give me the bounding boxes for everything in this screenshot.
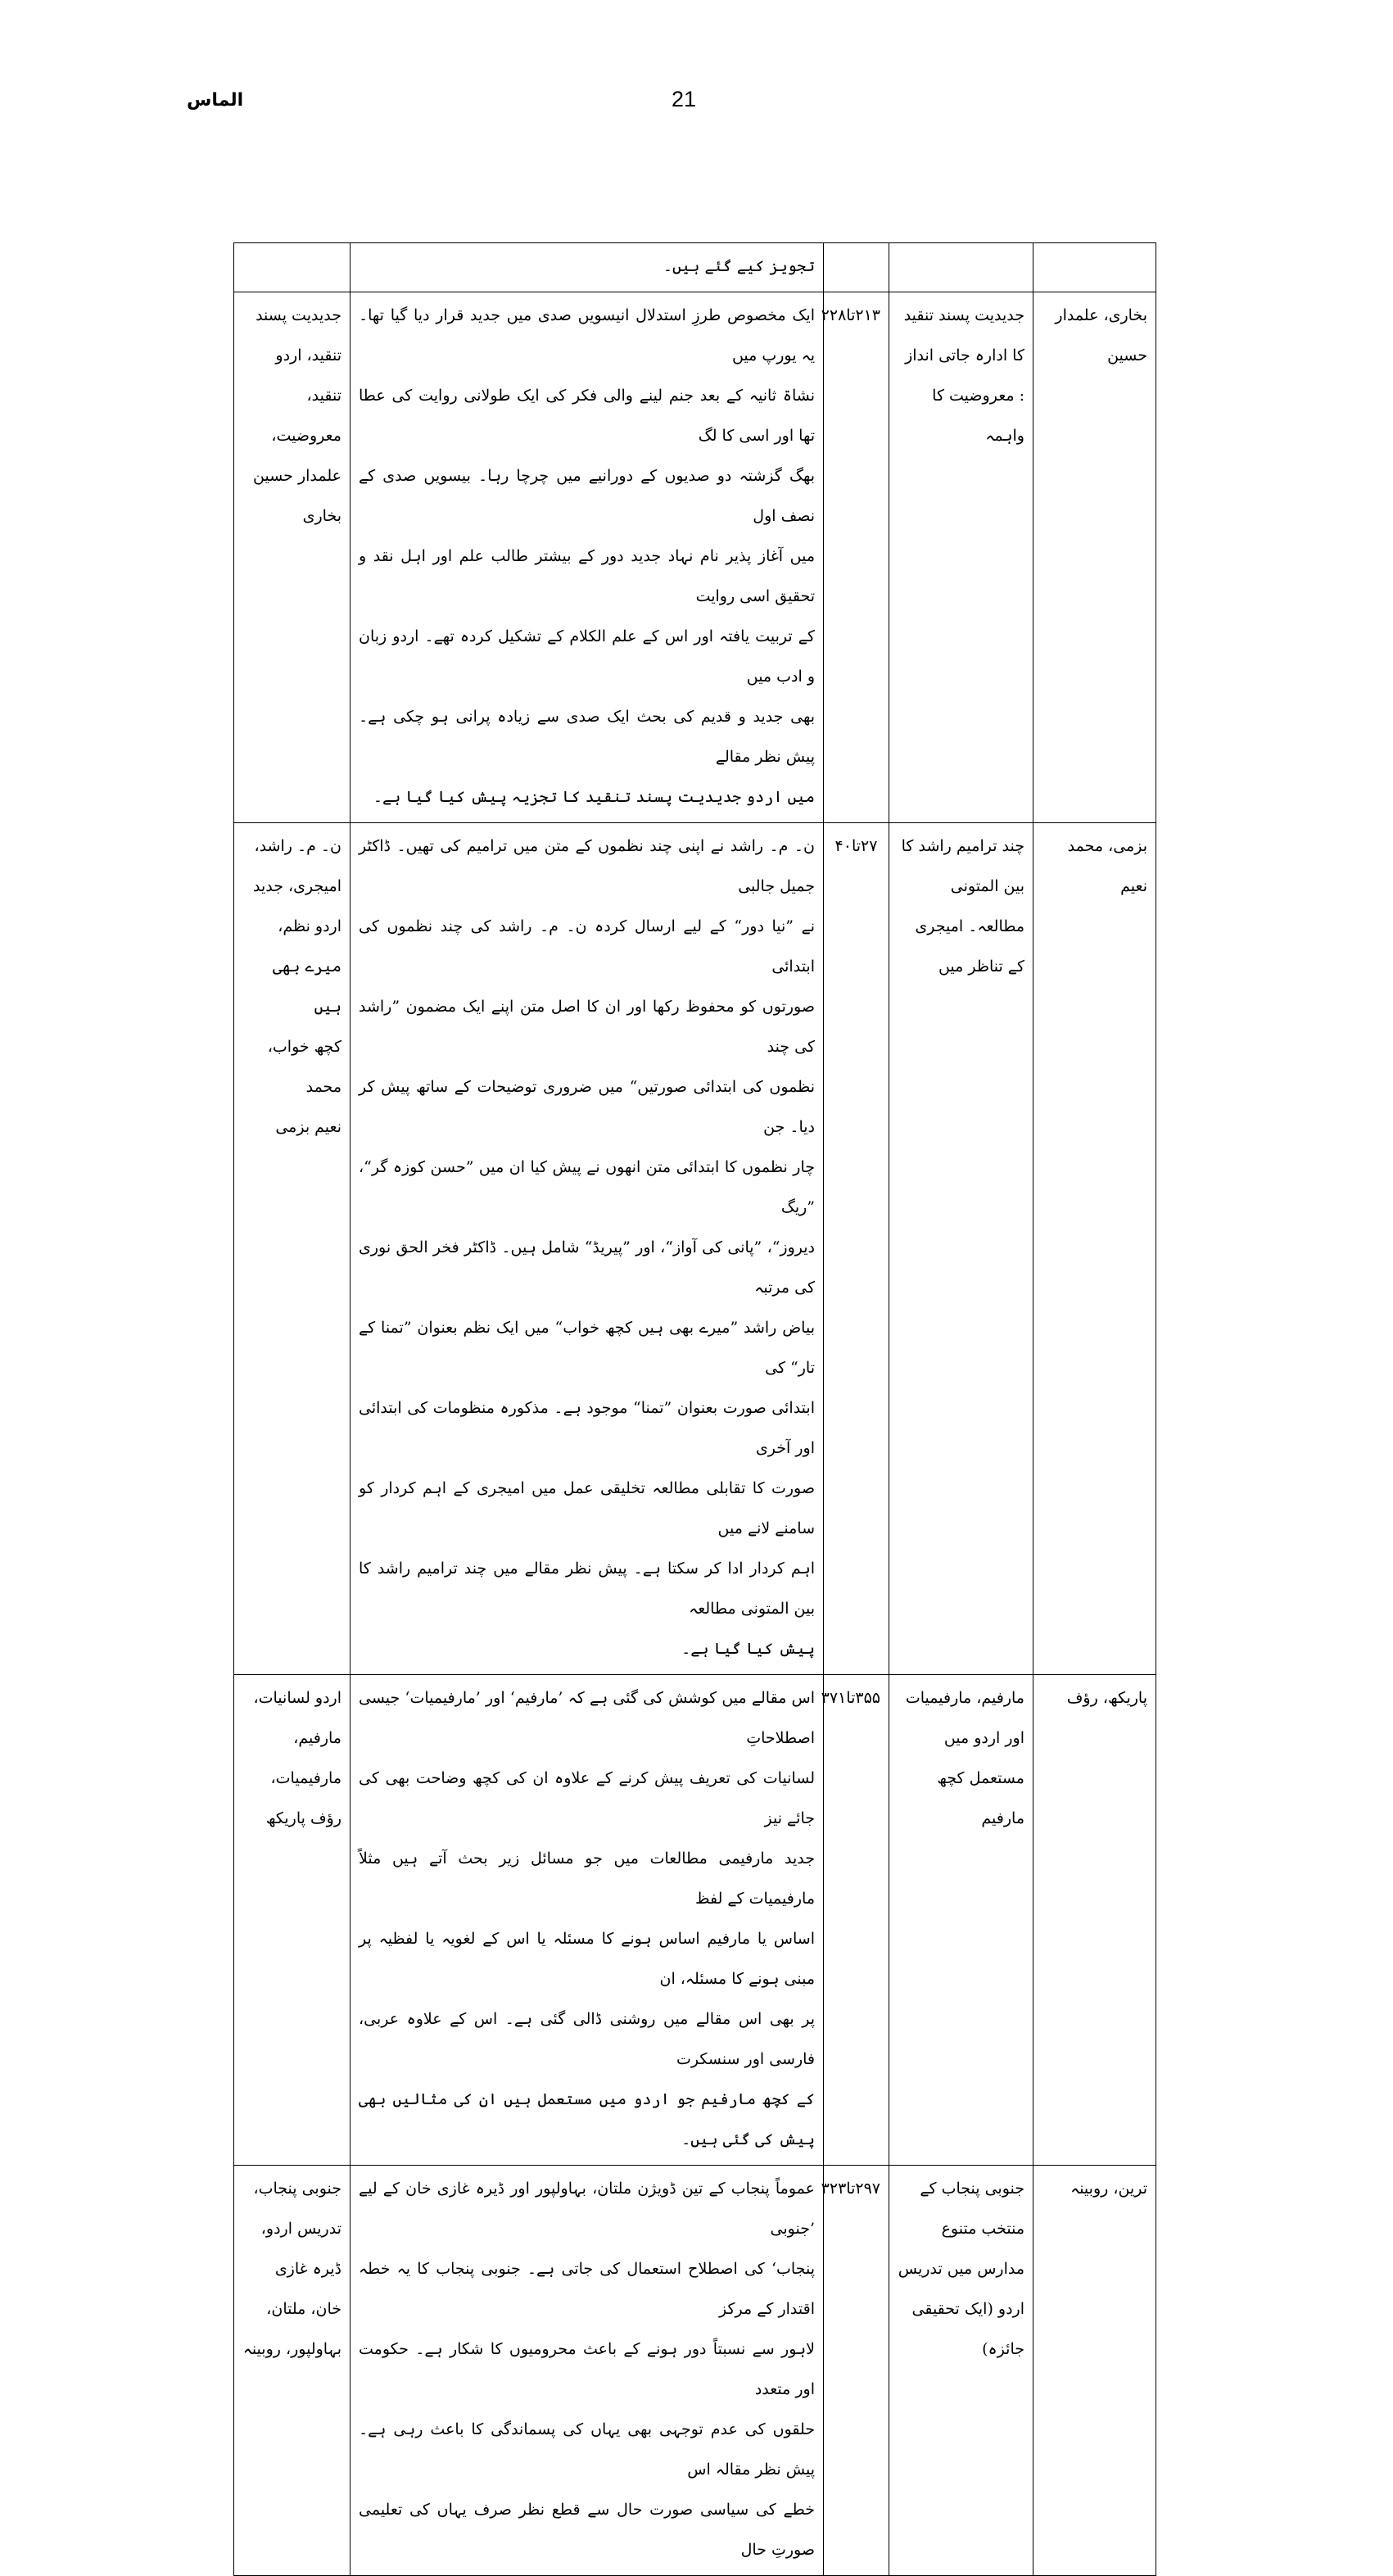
keyword-line: رؤف پاریکھ: [265, 1809, 341, 1827]
keyword-line: مارفیم،: [293, 1729, 341, 1747]
article-title-cell: [889, 1675, 1033, 2166]
abstract-line: کے کچھ مارفیم جو اردو میں مستعمل ہیں ان کی مثالیں بھی پیش کی گئی ہیں۔: [359, 2090, 815, 2148]
abstract-line: پر بھی اس مقالے میں روشنی ڈالی گئی ہے۔ اس کے علاوہ عربی، فارسی اور سنسکرت: [359, 2010, 815, 2068]
page-range-line: ۳۲۳: [821, 2180, 847, 2198]
abstract-line: اس مقالے میں کوشش کی گئی ہے کہ ’مارفیم‘ اور ’مارفیمیات‘ جیسی اصطلاحاتِ: [359, 1689, 815, 1747]
page-range-line: ۳۷۱: [821, 1689, 847, 1707]
keyword-line: ن۔ م۔ راشد،: [254, 837, 341, 855]
keyword-line: امیجری، جدید: [253, 877, 341, 895]
table-row: [234, 823, 1156, 1675]
table-row: [234, 2166, 1156, 2576]
article-title: جنوبی پنجاب کے منتخب متنوع مدارس میں تدریس اردو (ایک تحقیقی جائزہ): [898, 2180, 1024, 2358]
page-range-cell: [824, 243, 889, 292]
abstracts-table: [233, 242, 1156, 2576]
keyword-line: خان، ملتان،: [266, 2300, 341, 2318]
keyword-line: بہاولپور، روبینہ: [242, 2340, 341, 2358]
abstract-line: تجویز کیے گئے ہیں۔: [663, 257, 815, 275]
table-row: [234, 1675, 1156, 2166]
article-title-cell: [889, 292, 1033, 823]
author-name: بخاری، علمدار حسین: [1055, 306, 1147, 364]
keywords-cell: [234, 823, 351, 1675]
page-range-line: ۳۵۵: [855, 1689, 880, 1707]
abstract-line: چار نظموں کا ابتدائی متن انھوں نے پیش کیا ان میں ”حسن کوزہ گر“، ”ریگ: [359, 1158, 815, 1216]
keyword-line: معروضیت،: [271, 427, 341, 445]
page-number: 21: [672, 87, 697, 111]
author-name: بزمی، محمد نعیم: [1067, 837, 1147, 895]
keyword-line: اردو نظم،: [278, 917, 341, 935]
abstract-line: بھگ گزشتہ دو صدیوں کے دورانیے میں چرچا رہا۔ بیسویں صدی کے نصف اول: [359, 467, 815, 525]
page-range-cell: [821, 2166, 889, 2576]
keyword-line: علمدار حسین: [253, 467, 341, 485]
page-range-line: ۲۱۳: [855, 306, 880, 324]
keyword-line: میرے بھی ہیں: [273, 958, 341, 1016]
author-cell: [1033, 1675, 1156, 2166]
keyword-line: اردو لسانیات،: [253, 1689, 341, 1707]
abstract-line: لسانیات کی تعریف پیش کرنے کے علاوہ ان کی کچھ وضاحت بھی کی جائے نیز: [359, 1769, 815, 1827]
page-range-line: تا: [846, 306, 856, 324]
abstract-line: صورتوں کو محفوظ رکھا اور ان کا اصل متن اپنے ایک مضمون ”راشد کی چند: [359, 998, 815, 1056]
author-cell: [1033, 823, 1156, 1675]
table-row: [234, 243, 1156, 292]
author-name: پاریکھ، رؤف: [1066, 1689, 1147, 1707]
table-row: [234, 292, 1156, 823]
abstract-line: میں اردو جدیدیت پسند تنقید کا تجزیہ پیش کیا گیا ہے۔: [373, 788, 815, 806]
abstract-line: خطے کی سیاسی صورت حال سے قطع نظر صرف یہاں کی تعلیمی صورتِ حال: [359, 2501, 815, 2559]
page-range-line: تا: [846, 1689, 856, 1707]
abstract-cell: [351, 2166, 824, 2576]
page-range-line: ۴۰: [834, 837, 852, 855]
keywords-cell: [234, 292, 351, 823]
keyword-line: جدیدیت پسند: [256, 306, 341, 324]
author-cell: [1033, 243, 1156, 292]
article-title: جدیدیت پسند تنقید کا ادارہ جاتی انداز : معروضیت کا واہمہ: [903, 306, 1024, 445]
article-title-cell: [889, 823, 1033, 1675]
keyword-line: ڈیرہ غازی: [274, 2260, 341, 2278]
page-range-line: تا: [846, 2180, 856, 2198]
abstract-line: دیروز“، ”پانی کی آواز“، اور ”پیریڈ“ شامل ہیں۔ ڈاکٹر فخر الحق نوری کی مرتبہ: [359, 1238, 815, 1297]
abstract-line: جدید مارفیمی مطالعات میں جو مسائل زیر بحث آتے ہیں مثلاً مارفیمیات کے لفظ: [359, 1849, 815, 1908]
abstract-line: اساس یا مارفیم اساس ہونے کا مسئلہ یا اس کے لغویہ یا لفظیہ پر مبنی ہونے کا مسئلہ، ان: [359, 1930, 815, 1988]
keyword-line: تدریس اردو،: [260, 2220, 341, 2238]
abstract-line: میں آغاز پذیر نام نہاد جدید دور کے بیشتر طالب علم اور اہل نقد و تحقیق اسی روایت: [359, 547, 815, 605]
abstract-line: صورت کا تقابلی مطالعہ تخلیقی عمل میں امیجری کے اہم کردار کو سامنے لانے میں: [359, 1479, 815, 1537]
abstract-cell: [351, 1675, 824, 2166]
abstract-line: نے ”نیا دور“ کے لیے ارسال کردہ ن۔ م۔ راشد کی چند نظموں کی ابتدائی: [359, 917, 815, 976]
article-title-cell: [889, 243, 1033, 292]
abstract-line: لاہور سے نسبتاً دور ہونے کے باعث محرومیوں کا شکار ہے۔ حکومت اور متعدد: [359, 2340, 815, 2398]
article-title: چند تراميم راشد کا بین المتونی مطالعہ۔ امیجری کے تناظر میں: [901, 837, 1024, 976]
abstract-cell: [351, 243, 824, 292]
abstract-line: پیش کیا گیا ہے۔: [681, 1640, 815, 1658]
abstract-line: بھی جدید و قدیم کی بحث ایک صدی سے زیادہ پرانی ہو چکی ہے۔ پیش نظر مقالے: [359, 708, 815, 766]
page-range-cell: [821, 292, 889, 823]
journal-name: الماس: [187, 90, 244, 111]
abstract-line: نظموں کی ابتدائی صورتیں“ میں ضروری توضیحات کے ساتھ پیش کر دیا۔ جن: [359, 1078, 815, 1136]
abstract-line: ن۔ م۔ راشد نے اپنی چند نظموں کے متن میں ترامیم کی تھیں۔ ڈاکٹر جمیل جالبی: [359, 837, 815, 895]
page-range-line: ۲۹۷: [855, 2180, 880, 2198]
page-range-line: ۲۲۸: [821, 306, 847, 324]
abstract-cell: [351, 292, 824, 823]
keyword-line: تنقید، اردو: [275, 346, 341, 364]
author-name: ترین، روبینہ: [1070, 2180, 1147, 2198]
keyword-line: نعیم بزمی: [275, 1118, 341, 1136]
abstract-line: بیاض راشد ”میرے بھی ہیں کچھ خواب“ میں ایک نظم بعنوان ”تمنا کے تار“ کی: [359, 1319, 815, 1377]
keyword-line: بخاری: [302, 507, 341, 525]
abstract-line: کے تربیت یافتہ اور اس کے علم الکلام کے تشکیل کردہ تھے۔ اردو زبان و ادب میں: [359, 627, 815, 686]
author-cell: [1033, 292, 1156, 823]
page-range-cell: [824, 823, 889, 1675]
keyword-line: مارفیمیات،: [270, 1769, 341, 1787]
keywords-cell: [234, 1675, 351, 2166]
keyword-line: جنوبی پنجاب،: [253, 2180, 341, 2198]
abstract-line: ایک مخصوص طرزِ استدلال انیسویں صدی میں جدید قرار دیا گیا تھا۔ یہ یورپ میں: [359, 306, 815, 364]
author-cell: [1033, 2166, 1156, 2576]
keywords-cell: [234, 2166, 351, 2576]
abstract-line: عموماً پنجاب کے تین ڈویژن ملتان، بہاولپور اور ڈیرہ غازی خان کے لیے ’جنوبی: [359, 2180, 815, 2238]
abstract-cell: [351, 823, 824, 1675]
keyword-line: کچھ خواب، محمد: [267, 1038, 341, 1096]
abstract-line: پنجاب‘ کی اصطلاح استعمال کی جاتی ہے۔ جنوبی پنجاب کا یہ خطہ اقتدار کے مرکز: [359, 2260, 815, 2318]
article-title: مارفیم، مارفیمیات اور اردو میں مستعمل کچھ مارفیم: [905, 1689, 1024, 1827]
abstract-line: نشاۃ ثانیہ کے بعد جنم لینے والی فکر کی ایک طولانی روایت کی عطا تھا اور اسی کا لگ: [359, 387, 815, 445]
keyword-line: تنقید،: [306, 387, 341, 405]
abstract-line: اہم کردار ادا کر سکتا ہے۔ پیش نظر مقالے میں چند ترامیم راشد کا بین المتونی مطالعہ: [359, 1560, 815, 1618]
article-title-cell: [889, 2166, 1033, 2576]
page-range-cell: [821, 1675, 889, 2166]
page-range-line: ۲۷: [861, 837, 878, 855]
abstract-line: حلقوں کی عدم توجہی بھی یہاں کی پسماندگی کا باعث رہی ہے۔ پیش نظر مقالہ اس: [359, 2420, 815, 2479]
keywords-cell: [234, 243, 351, 292]
abstract-line: ابتدائی صورت بعنوان ”تمنا“ موجود ہے۔ مذکورہ منظومات کی ابتدائی اور آخری: [359, 1399, 815, 1457]
page-range-line: تا: [851, 837, 862, 855]
